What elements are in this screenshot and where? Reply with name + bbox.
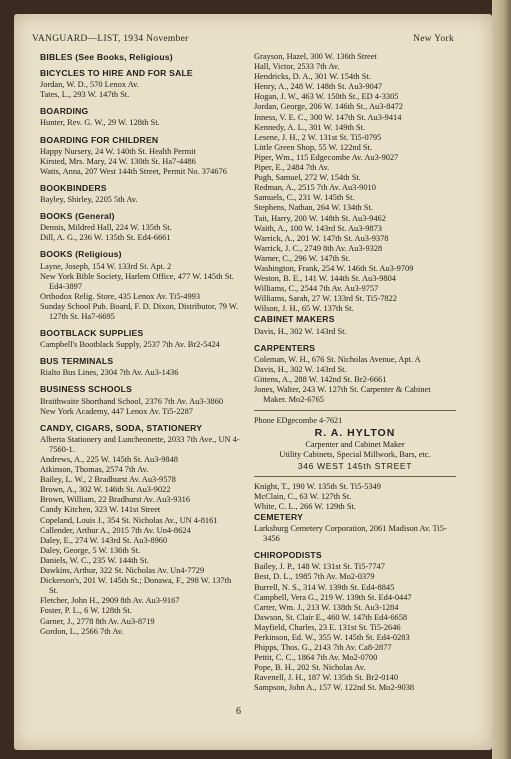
header-location: New York [413,34,454,44]
listing-entry: Bayley, Shirley, 2205 5th Av. [40,195,138,205]
section-heading: BUSINESS SCHOOLS [40,384,133,395]
listing-entry: Burrell, N. S., 314 W. 139th St. Ed4-8845 [254,582,395,592]
listing-entry: Pope, B. H., 202 St. Nicholas Av. [254,663,366,673]
section-heading: BOARDING [40,106,89,117]
right-column [254,52,456,694]
listing-entry: Washington, Frank, 254 W. 146th St. Au3-9709 [254,263,414,273]
ad-line1: Carpenter and Cabinet Maker [305,440,405,450]
listing-entry: Best, D. L., 1985 7th Av. Mo2-0379 [254,572,375,582]
listing-entry: White, C. L., 266 W. 129th St. [254,501,356,511]
section-heading: BOOTBLACK SUPPLIES [40,328,144,339]
listing-entry: Brown, A., 302 W. 146th St. Au3-9022 [40,485,171,495]
section-heading: BIBLES (See Books, Religious) [40,52,173,62]
listing-entry: Campbell, Vera G., 219 W. 139th St. Ed4-0447 [254,592,412,602]
divider [254,476,456,477]
listing-entry: Phipps, Thos. G., 2143 7th Av. Ca8-2877 [254,643,392,653]
book-spine [492,0,511,759]
section-heading: CABINET MAKERS [254,314,335,325]
listing-entry: Dill, A. G., 236 W. 135th St. Ed4-6661 [40,233,171,243]
listing-entry: Alberta Stationery and Luncheonette, 2033 7th Ave., UN 4-7560-1. [40,434,240,454]
listing-entry: Sunday School Pub. Board, F. D. Dixon, Distributor, 79 W. 127th St. Ha7-6695 [40,301,239,321]
listing-entry: Pugh, Samuel, 272 W. 154th St. [254,173,361,183]
listing-entry: Jordan, W. D., 570 Lenox Av. [40,80,139,90]
listing-entry: Rialto Bus Lines, 2304 7th Av. Au3-1436 [40,368,179,378]
listing-entry: New York Bible Society, Harlem Office, 477 W. 145th St. Ed4-3897 [40,271,234,291]
listing-entry: Inness, V. E. C., 300 W. 147th St. Au3-9414 [254,112,402,122]
listing-entry: Dennis, Mildred Hall, 224 W. 135th St. [40,223,172,233]
listing-entry: Carter, Wm. J., 213 W. 138th St. Au3-1284 [254,602,399,612]
listing-entry: Mayfield, Charles, 23 E. 131st St. Ti5-2646 [254,622,401,632]
listing-entry: Larksburg Cemetery Corporation, 2061 Madison Av. Ti5-3456 [254,524,447,544]
listing-entry: Bailey, L. W., 2 Bradhurst Av. Au3-9578 [40,475,176,485]
listing-entry: Redman, A., 2515 7th Av. Au3-9010 [254,183,376,193]
listing-entry: Candy Kitchen, 323 W. 141st Street [40,505,161,515]
listing-entry: Gittens, A., 288 W. 142nd St. Br2-6661 [254,374,387,384]
listing-entry: Fletcher, John H., 2909 8th Av. Au3-9167 [40,596,180,606]
listing-entry: Tates, L., 293 W. 147th St. [40,90,130,100]
listing-entry: Little Green Shop, 55 W. 122nd St. [254,142,372,152]
listing-entry: Hendricks, D. A., 301 W. 154th St. [254,72,371,82]
listing-entry: Piper, E., 2484 7th Av. [254,163,330,173]
listing-entry: Hunter, Rev. G. W., 29 W. 128th St. [40,118,160,128]
right-after-ad-listings [254,482,456,512]
listing-entry: Copeland, Louis J., 354 St. Nicholas Av., UN 4-8161 [40,515,218,525]
listing-entry: Watts, Anna, 207 West 144th Street, Permit No. 374676 [40,166,227,176]
listing-entry: Grayson, Hazel, 300 W. 136th Street [254,52,377,61]
listing-entry: Davis, H., 302 W. 143rd St. [254,364,347,374]
listing-entry: Layne, Joseph, 154 W. 133rd St. Apt. 2 [40,261,172,271]
listing-entry: Dawkins, Arthur, 322 St. Nicholas Av. Un4-7729 [40,566,205,576]
listing-entry: Knight, T., 190 W. 135th St. Ti5-5349 [254,481,381,491]
listing-entry: Foster, P. L., 6 W. 128th St. [40,606,132,616]
section-heading: BOARDING FOR CHILDREN [40,134,159,145]
right-sections-a [254,314,456,405]
listing-entry: Tait, Harry, 200 W. 148th St. Au3-9462 [254,213,386,223]
listing-entry: New York Academy, 447 Lenox Av. Ti5-2287 [40,406,193,416]
listing-entry: Bailey, J. P., 148 W. 131st St. Ti5-7747 [254,562,385,572]
section-heading: BOOKS (Religious) [40,249,122,260]
page-number: 6 [236,706,241,717]
listing-entry: Warner, C., 296 W. 147th St. [254,253,351,263]
listing-entry: Dickerson's, 201 W. 145th St.; Donawa, F., 298 W. 137th St. [40,576,232,596]
listing-entry: Henry, A., 248 W. 148th St. Au3-9047 [254,82,383,92]
listing-entry: Daley, George, 5 W. 136th St. [40,545,141,555]
listing-entry: Dawson, St. Clair E., 460 W. 147th Ed4-6658 [254,612,408,622]
listing-entry: Williams, C., 2544 7th Av. Au3-9757 [254,284,379,294]
listing-entry: Gordon, L., 2566 7th Av. [40,626,124,636]
listing-entry: Atkinson, Thomas, 2574 7th Av. [40,465,149,475]
listing-entry: Hall, Victor, 2533 7th Av. [254,62,340,72]
listing-entry: Happy Nursery, 24 W. 140th St. Health Permit [40,146,196,156]
listing-entry: Sampson, John A., 157 W. 122nd St. Mo2-9038 [254,683,415,693]
listing-entry: Kirsted, Mrs. Mary, 24 W. 130th St. Ha7-4486 [40,156,196,166]
listing-entry: Orthodox Relig. Store, 435 Lenox Av. Ti5-4993 [40,291,201,301]
section-heading: CEMETERY [254,511,304,522]
listing-entry: Campbell's Bootblack Supply, 2537 7th Av. Br2-5424 [40,340,220,350]
listing-entry: Wilson, J. H., 65 W. 137th St. [254,304,354,314]
listing-entry: Ravenell, J. H., 187 W. 135th St. Br2-0140 [254,673,399,683]
listing-entry: Braithwaite Shorthand School, 2376 7th Av. Au3-3860 [40,396,224,406]
section-heading: CANDY, CIGARS, SODA, STATIONERY [40,422,203,433]
listing-entry: Kennedy, A. L., 301 W. 149th St. [254,122,366,132]
listing-entry: Weston, B. E., 141 W. 144th St. Au3-9804 [254,274,396,284]
listing-entry: Williams, Sarah, 27 W. 133rd St. Ti5-7822 [254,294,397,304]
listing-entry: Hogan, J. W., 463 W. 150th St., ED 4-3305 [254,92,399,102]
divider [254,410,456,411]
advertisement [254,416,456,470]
listing-entry: Davis, H., 302 W. 143rd St. [254,326,347,336]
listing-entry: Warrick, A., 201 W. 147th St. Au3-9378 [254,233,389,243]
listing-entry: Callender, Arthur A., 2015 7th Av. Un4-8624 [40,525,191,535]
ad-business-name: R. A. HYLTON [314,427,396,440]
section-heading: CHIROPODISTS [254,550,322,561]
ad-phone: Phone EDgecombe 4-7621 [254,416,343,426]
listing-entry: Stephens, Nathan, 264 W. 134th St. [254,203,373,213]
right-top-listings [254,52,456,314]
section-heading: BICYCLES TO HIRE AND FOR SALE [40,68,193,79]
page-header [32,34,454,48]
listing-entry: Perkinson, Ed. W., 355 W. 145th St. Ed4-0283 [254,632,410,642]
listing-entry: McClain, C., 63 W. 127th St. [254,491,352,501]
listing-entry: Jones, Walter, 243 W. 127th St. Carpenter & Cabinet Maker. Mo2-6765 [254,385,431,405]
section-heading: BOOKS (General) [40,211,115,222]
listing-entry: Coleman, W. H., 676 St. Nicholas Avenue, Apt. A [254,354,421,364]
left-column [40,52,240,637]
ad-address: 346 WEST 145th STREET [297,460,413,471]
section-heading: CARPENTERS [254,342,316,353]
listing-entry: Pettit, C. C., 1864 7th Av. Mo2-0700 [254,653,378,663]
listing-entry: Andrews, A., 225 W. 145th St. Au3-9848 [40,455,178,464]
right-sections-b [254,512,456,694]
ad-line2: Utility Cabinets, Special Millwork, Bars, etc. [279,450,431,460]
listing-entry: Samuels, C., 231 W. 145th St. [254,193,355,203]
listing-entry: Brown, William, 22 Bradhurst Av. Au3-9316 [40,495,191,505]
listing-entry: Daniels, W. C., 235 W. 144th St. [40,555,149,565]
section-heading: BOOKBINDERS [40,182,107,193]
listing-entry: Waith, A., 100 W. 143rd St. Au3-9873 [254,223,382,233]
listing-entry: Warrick, J. C., 2749 8th Av. Au3-9328 [254,243,383,253]
listing-entry: Piper, Wm., 115 Edgecombe Av. Au3-9027 [254,152,399,162]
listing-entry: Jordan, George, 206 W. 146th St., Au3-8472 [254,102,403,112]
listing-entry: Lesene, J. H., 2 W. 131st St. Ti5-0795 [254,132,382,142]
listing-entry: Daley, E., 274 W. 143rd St. Au3-8960 [40,535,168,545]
header-title: VANGUARD—LIST, 1934 November [32,34,189,44]
section-heading: BUS TERMINALS [40,356,114,367]
listing-entry: Garner, J., 2778 8th Av. Au3-8719 [40,616,155,626]
